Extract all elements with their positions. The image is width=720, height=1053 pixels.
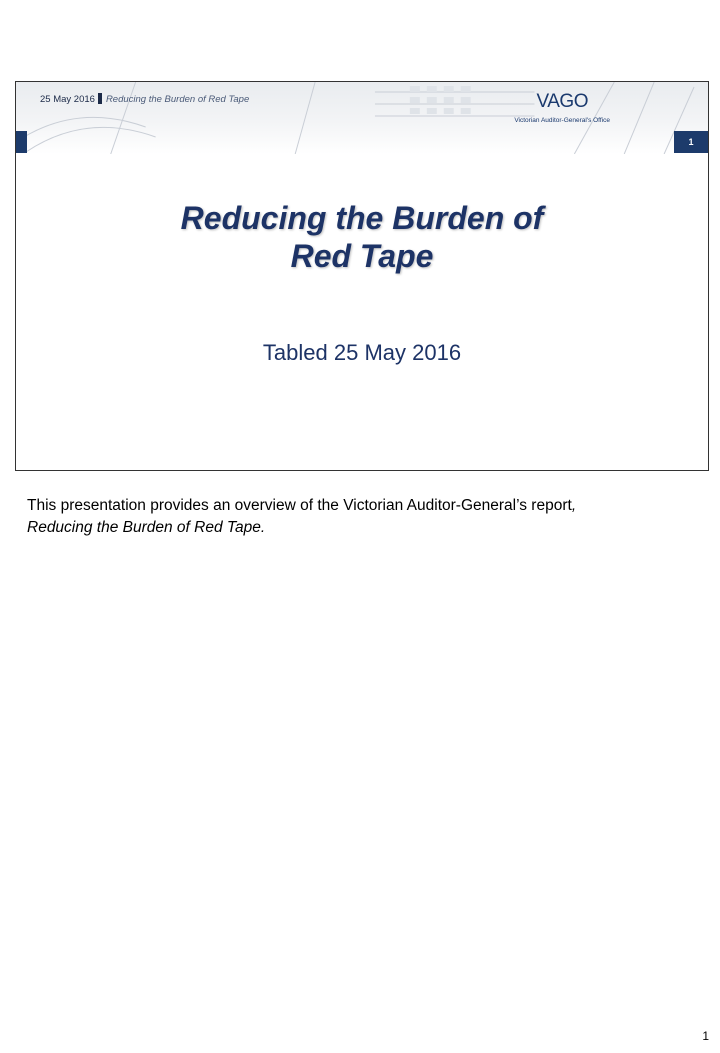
notes-report-title: Reducing the Burden of Red Tape. xyxy=(27,519,266,536)
header-date: 25 May 2016 xyxy=(40,94,95,105)
header-caption xyxy=(40,93,249,105)
slide-header xyxy=(16,82,708,154)
left-accent-bar xyxy=(16,131,27,153)
page-number: 1 xyxy=(702,1029,709,1043)
slide-tabled-date: Tabled 25 May 2016 xyxy=(262,340,462,365)
notes-comma: , xyxy=(571,497,577,514)
slide-number-badge: 1 xyxy=(674,131,708,153)
vago-tagline: Victorian Auditor-General's Office xyxy=(514,117,610,124)
notes-text: This presentation provides an overview of the Victorian Auditor-General’s report xyxy=(27,497,572,514)
header-separator xyxy=(98,93,102,104)
speaker-notes xyxy=(27,495,707,539)
header-subtitle: Reducing the Burden of Red Tape xyxy=(105,94,250,105)
vago-logo: VAGO xyxy=(536,91,588,112)
slide-title xyxy=(16,199,708,275)
slide-title-line1: Reducing the Burden of xyxy=(180,200,544,236)
slide-title-line2: Red Tape xyxy=(290,238,434,274)
slide-thumbnail xyxy=(15,81,709,471)
